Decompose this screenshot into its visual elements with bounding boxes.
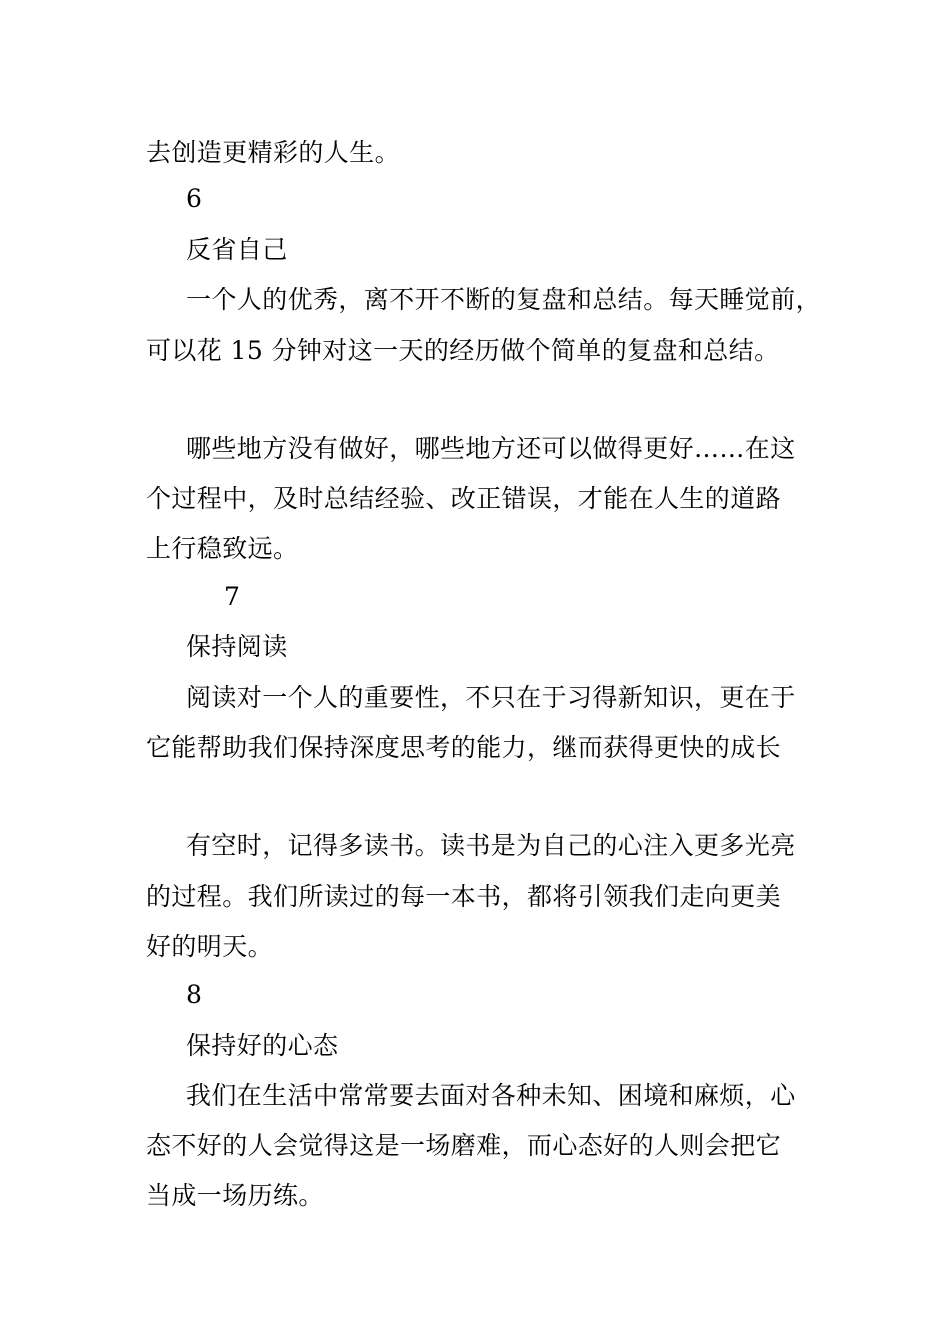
section-number: 7 bbox=[224, 582, 241, 611]
text-line: 当成一场历练。 bbox=[146, 1181, 324, 1210]
text-line: 哪些地方没有做好，哪些地方还可以做得更好……在这 bbox=[186, 434, 796, 463]
section-number: 8 bbox=[186, 980, 203, 1009]
section-heading: 保持阅读 bbox=[186, 632, 288, 661]
text-line: 它能帮助我们保持深度思考的能力，继而获得更快的成长 bbox=[146, 733, 782, 762]
text-line: 我们在生活中常常要去面对各种未知、困境和麻烦，心 bbox=[186, 1081, 796, 1110]
text-line: 上行稳致远。 bbox=[146, 534, 299, 563]
text-line: 的过程。我们所读过的每一本书，都将引领我们走向更美 bbox=[146, 882, 782, 911]
text-line: 有空时，记得多读书。读书是为自己的心注入更多光亮 bbox=[186, 831, 796, 860]
text-line: 可以花 15 分钟对这一天的经历做个简单的复盘和总结。 bbox=[146, 336, 780, 365]
text-line: 个过程中，及时总结经验、改正错误，才能在人生的道路 bbox=[146, 484, 782, 513]
text-line: 去创造更精彩的人生。 bbox=[146, 138, 401, 167]
text-line: 阅读对一个人的重要性，不只在于习得新知识，更在于 bbox=[186, 683, 796, 712]
text-line: 态不好的人会觉得这是一场磨难，而心态好的人则会把它 bbox=[146, 1131, 782, 1160]
text-line: 好的明天。 bbox=[146, 932, 274, 961]
section-heading: 反省自己 bbox=[186, 235, 288, 264]
section-number: 6 bbox=[186, 184, 203, 213]
section-heading: 保持好的心态 bbox=[186, 1031, 339, 1060]
text-line: 一个人的优秀，离不开不断的复盘和总结。每天睡觉前， bbox=[186, 285, 822, 314]
